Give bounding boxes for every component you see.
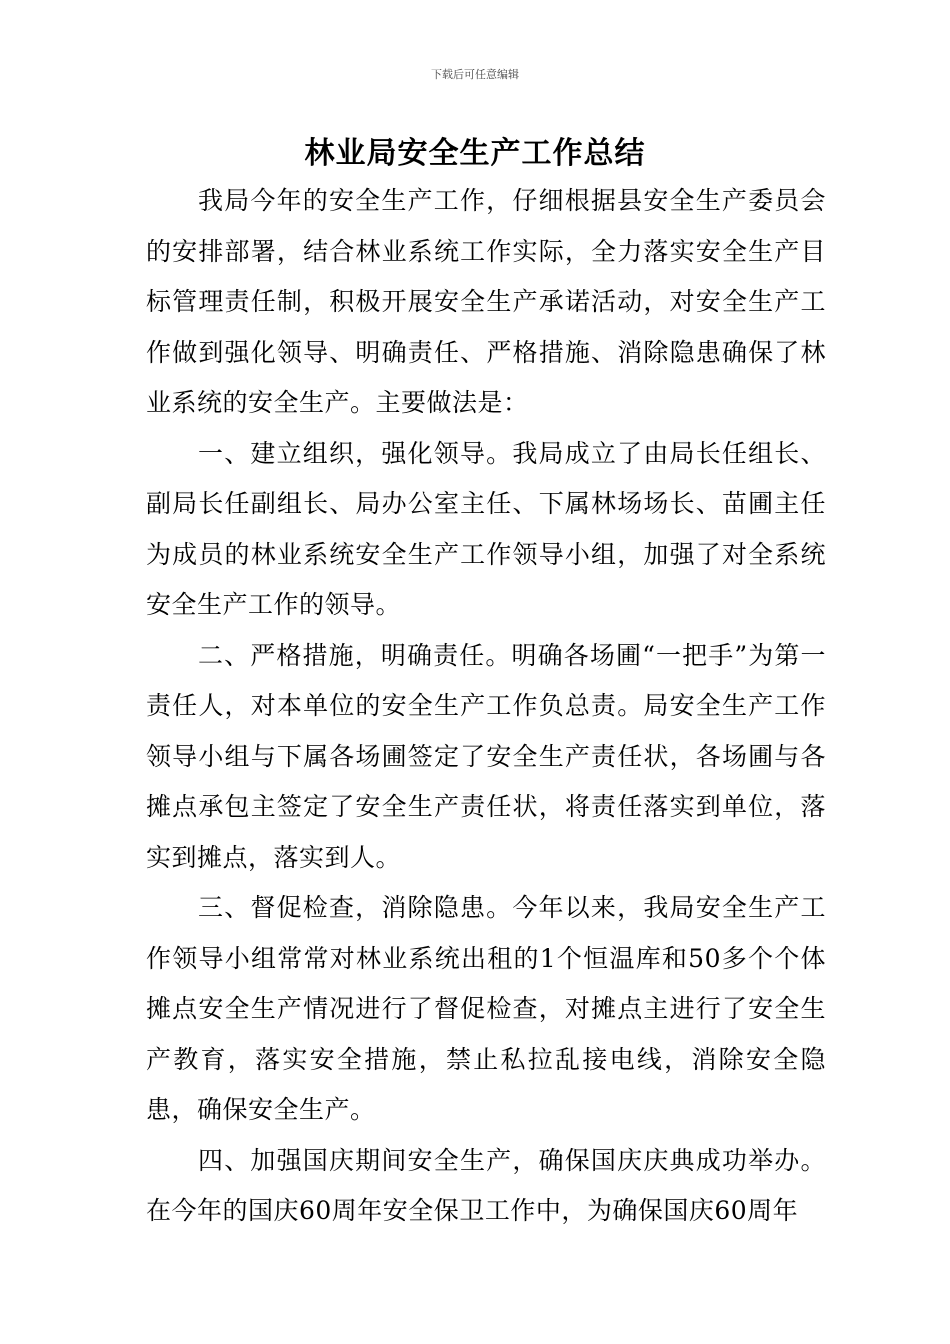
paragraph-intro: 我局今年的安全生产工作，仔细根据县安全生产委员会的安排部署，结合林业系统工作实际，全力落实安全生产目标管理责任制，积极开展安全生产承诺活动，对安全生产工作做到强化领导、明确责任、严格措施、消除隐患确保了林业系统的安全生产。主要做法是： [146, 186, 826, 417]
document-title: 林业局安全生产工作总结 [304, 136, 646, 171]
paragraph-section-2: 二、严格措施，明确责任。明确各场圃“一把手”为第一责任人，对本单位的安全生产工作负总责。局安全生产工作领导小组与下属各场圃签定了安全生产责任状，各场圃与各摊点承包主签定了安全生产责任状，将责任落实到单位，落实到摊点，落实到人。 [146, 640, 826, 872]
paragraph-section-3: 三、督促检查，消除隐患。今年以来，我局安全生产工作领导小组常常对林业系统出租的1个恒温库和50多个个体摊点安全生产情况进行了督促检查，对摊点主进行了安全生产教育，落实安全措施，禁止私拉乱接电线，消除安全隐患，确保安全生产。 [146, 893, 826, 1124]
document-body [146, 176, 826, 1237]
paragraph-section-1: 一、建立组织，强化领导。我局成立了由局长任组长、副局长任副组长、局办公室主任、下属林场场长、苗圃主任为成员的林业系统安全生产工作领导小组，加强了对全系统安全生产工作的领导。 [146, 438, 826, 619]
paragraph-section-4: 四、加强国庆期间安全生产，确保国庆庆典成功举办。在今年的国庆60周年安全保卫工作中，为确保国庆60周年 [146, 1145, 826, 1225]
header-note: 下载后可任意编辑 [431, 68, 519, 81]
